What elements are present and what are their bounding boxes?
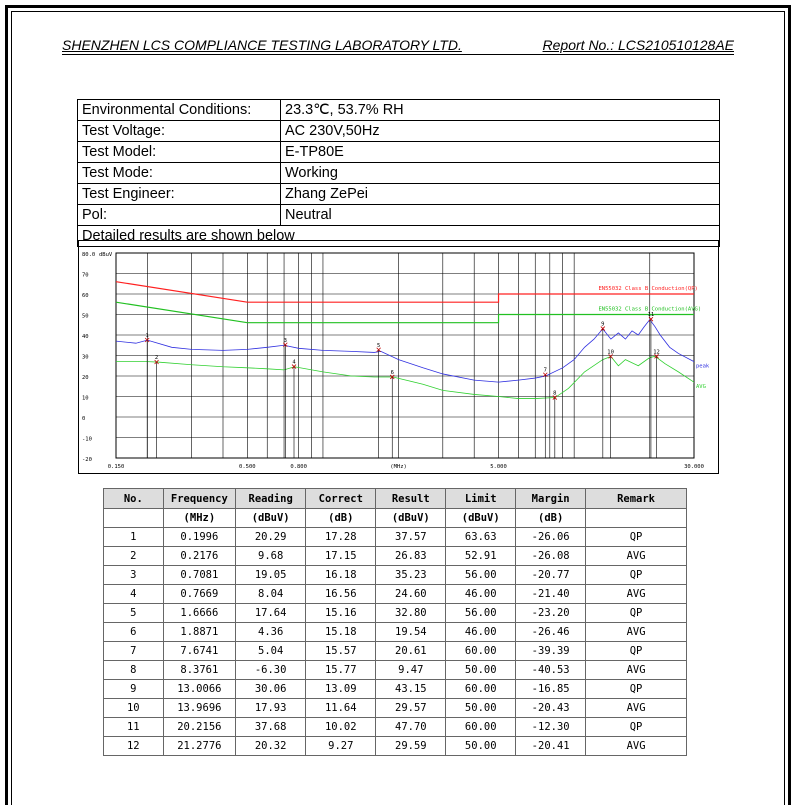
results-cell: 0.7081 [163,566,235,585]
results-cell: 17.15 [306,547,376,566]
condition-row [78,142,720,163]
table-row [104,718,687,737]
results-header-cell: Frequency [163,489,235,509]
y-tick-label: 40 [82,334,89,340]
results-cell: -39.39 [516,642,586,661]
results-cell: 29.59 [376,737,446,756]
results-cell: 8 [104,661,164,680]
condition-value: Zhang ZePei [281,184,720,205]
conditions-table [77,99,720,247]
results-cell: -26.46 [516,623,586,642]
results-cell: 15.16 [306,604,376,623]
marker-label: 2 [154,354,159,361]
detail-note: Detailed results are shown below [78,226,720,247]
results-header-cell: Correct [306,489,376,509]
results-header-cell: No. [104,489,164,509]
results-cell: 10.02 [306,718,376,737]
marker-label: 8 [553,390,557,397]
results-cell: 17.28 [306,528,376,547]
results-cell: 35.23 [376,566,446,585]
results-cell: 60.00 [446,718,516,737]
results-unit-cell: (dBuV) [236,509,306,528]
y-tick-label: 30 [82,354,89,361]
results-cell: 3 [104,566,164,585]
results-cell: 8.04 [236,585,306,604]
results-cell: 29.57 [376,699,446,718]
condition-value: 23.3℃, 53.7% RH [281,100,720,121]
results-cell: AVG [586,737,687,756]
results-cell: 20.61 [376,642,446,661]
results-cell: 15.57 [306,642,376,661]
results-header-cell: Reading [236,489,306,509]
results-cell: 12 [104,737,164,756]
condition-value: AC 230V,50Hz [281,121,720,142]
results-cell: AVG [586,661,687,680]
table-row [104,585,687,604]
x-tick-label: 0.500 [239,464,256,470]
results-header-row [104,489,687,509]
y-tick-label: -10 [82,436,92,443]
condition-row [78,163,720,184]
results-unit-cell: (dBuV) [446,509,516,528]
results-cell: 19.54 [376,623,446,642]
results-cell: 2 [104,547,164,566]
results-cell: -12.30 [516,718,586,737]
results-cell: 60.00 [446,680,516,699]
results-cell: -20.41 [516,737,586,756]
results-cell: 9.68 [236,547,306,566]
y-tick-label: 50 [82,313,89,320]
results-unit-cell: (dBuV) [376,509,446,528]
condition-row [78,121,720,142]
emission-chart-svg [79,241,718,473]
report-number: Report No.: LCS210510128AE [542,37,734,53]
series-label: peak [696,363,710,370]
marker-label: 9 [601,321,605,328]
results-cell: -40.53 [516,661,586,680]
results-unit-cell: (dB) [306,509,376,528]
x-tick-label: 5.000 [490,464,507,470]
condition-value: Working [281,163,720,184]
results-cell: 56.00 [446,604,516,623]
series-line [116,356,694,398]
results-cell: AVG [586,623,687,642]
results-cell: QP [586,642,687,661]
results-cell: 50.00 [446,699,516,718]
results-cell: -20.43 [516,699,586,718]
series-label: AVG [696,384,706,391]
results-cell: -26.06 [516,528,586,547]
table-row [104,642,687,661]
results-cell: 13.0066 [163,680,235,699]
results-cell: 1.8871 [163,623,235,642]
results-cell: 10 [104,699,164,718]
results-cell: 37.57 [376,528,446,547]
results-cell: 20.29 [236,528,306,547]
marker-label: 11 [647,312,655,319]
condition-label: Test Mode: [78,163,281,184]
results-header-cell: Margin [516,489,586,509]
results-cell: -20.77 [516,566,586,585]
results-cell: 46.00 [446,623,516,642]
condition-label: Test Voltage: [78,121,281,142]
y-unit-label: dBuV [99,252,113,258]
y-tick-label: 70 [82,272,89,279]
results-cell: 16.56 [306,585,376,604]
marker-label: 6 [390,369,394,376]
results-cell: 30.06 [236,680,306,699]
results-cell: QP [586,718,687,737]
results-cell: 20.2156 [163,718,235,737]
results-cell: 4 [104,585,164,604]
results-cell: 0.2176 [163,547,235,566]
results-cell: -26.08 [516,547,586,566]
results-cell: 17.93 [236,699,306,718]
x-tick-label: 0.150 [107,464,125,470]
results-unit-row [104,509,687,528]
results-cell: QP [586,566,687,585]
marker-label: 10 [607,349,614,356]
results-cell: QP [586,528,687,547]
condition-label: Pol: [78,205,281,226]
results-cell: 0.7669 [163,585,235,604]
condition-row [78,205,720,226]
results-cell: 52.91 [446,547,516,566]
results-header-cell: Remark [586,489,687,509]
results-cell: 5.04 [236,642,306,661]
results-cell: 11 [104,718,164,737]
condition-row [78,100,720,121]
x-tick-label: 0.800 [290,464,307,470]
table-row [104,604,687,623]
results-cell: 15.18 [306,623,376,642]
x-tick-label: 30.000 [684,464,704,470]
results-cell: -6.30 [236,661,306,680]
results-unit-cell [104,509,164,528]
table-row [104,737,687,756]
limit-line-label: EN55032 Class B Conduction(AVG) [598,306,702,313]
table-row [104,528,687,547]
results-cell: 16.18 [306,566,376,585]
y-tick-label: 20 [82,375,89,381]
results-cell: 9 [104,680,164,699]
results-cell: 43.15 [376,680,446,699]
limit-line-label: EN55032 Class B Conduction(QP) [598,286,698,292]
results-cell: 11.64 [306,699,376,718]
condition-label: Test Engineer: [78,184,281,205]
results-unit-cell: (MHz) [163,509,235,528]
results-cell: 50.00 [446,661,516,680]
condition-value: E-TP80E [281,142,720,163]
results-cell: 50.00 [446,737,516,756]
condition-value: Neutral [281,205,720,226]
condition-label: Environmental Conditions: [78,100,281,121]
y-tick-label: 60 [82,293,89,299]
emission-chart [78,240,719,474]
results-cell: 1 [104,528,164,547]
results-cell: 32.80 [376,604,446,623]
results-cell: 19.05 [236,566,306,585]
marker-label: 7 [543,367,547,374]
y-tick-label: -20 [82,457,92,463]
results-cell: 17.64 [236,604,306,623]
results-unit-cell: (dB) [516,509,586,528]
results-cell: 0.1996 [163,528,235,547]
results-header-cell: Result [376,489,446,509]
table-row [104,547,687,566]
results-cell: 63.63 [446,528,516,547]
results-cell: -23.20 [516,604,586,623]
results-table [103,488,687,756]
results-cell: 13.09 [306,680,376,699]
results-cell: -16.85 [516,680,586,699]
results-unit-cell [586,509,687,528]
results-cell: QP [586,680,687,699]
results-cell: 26.83 [376,547,446,566]
marker-label: 4 [292,359,296,366]
condition-label: Test Model: [78,142,281,163]
table-row [104,680,687,699]
results-cell: 7.6741 [163,642,235,661]
results-cell: 9.47 [376,661,446,680]
page-header [62,34,734,55]
results-cell: 9.27 [306,737,376,756]
results-cell: AVG [586,585,687,604]
condition-row [78,184,720,205]
y-tick-label: 80.0 [82,252,96,258]
results-cell: 7 [104,642,164,661]
results-cell: 56.00 [446,566,516,585]
results-cell: 46.00 [446,585,516,604]
results-cell: 21.2776 [163,737,235,756]
results-cell: 37.68 [236,718,306,737]
results-cell: 15.77 [306,661,376,680]
table-row [104,623,687,642]
marker-label: 3 [283,337,287,344]
table-row [104,566,687,585]
marker-label: 1 [145,332,149,339]
results-header-cell: Limit [446,489,516,509]
results-cell: 47.70 [376,718,446,737]
results-cell: 5 [104,604,164,623]
table-row [104,699,687,718]
table-row [104,661,687,680]
results-cell: 1.6666 [163,604,235,623]
marker-label: 12 [653,349,660,356]
results-cell: 24.60 [376,585,446,604]
results-cell: -21.40 [516,585,586,604]
x-tick-label: (MHz) [390,464,407,470]
results-cell: 8.3761 [163,661,235,680]
results-cell: AVG [586,699,687,718]
results-cell: AVG [586,547,687,566]
results-cell: 20.32 [236,737,306,756]
results-cell: 60.00 [446,642,516,661]
marker-label: 5 [377,342,381,349]
results-cell: 13.9696 [163,699,235,718]
results-cell: QP [586,604,687,623]
y-tick-label: 10 [82,395,89,402]
results-cell: 6 [104,623,164,642]
lab-name: SHENZHEN LCS COMPLIANCE TESTING LABORATORY LTD. [62,37,462,53]
results-cell: 4.36 [236,623,306,642]
y-tick-label: 0 [82,416,86,422]
